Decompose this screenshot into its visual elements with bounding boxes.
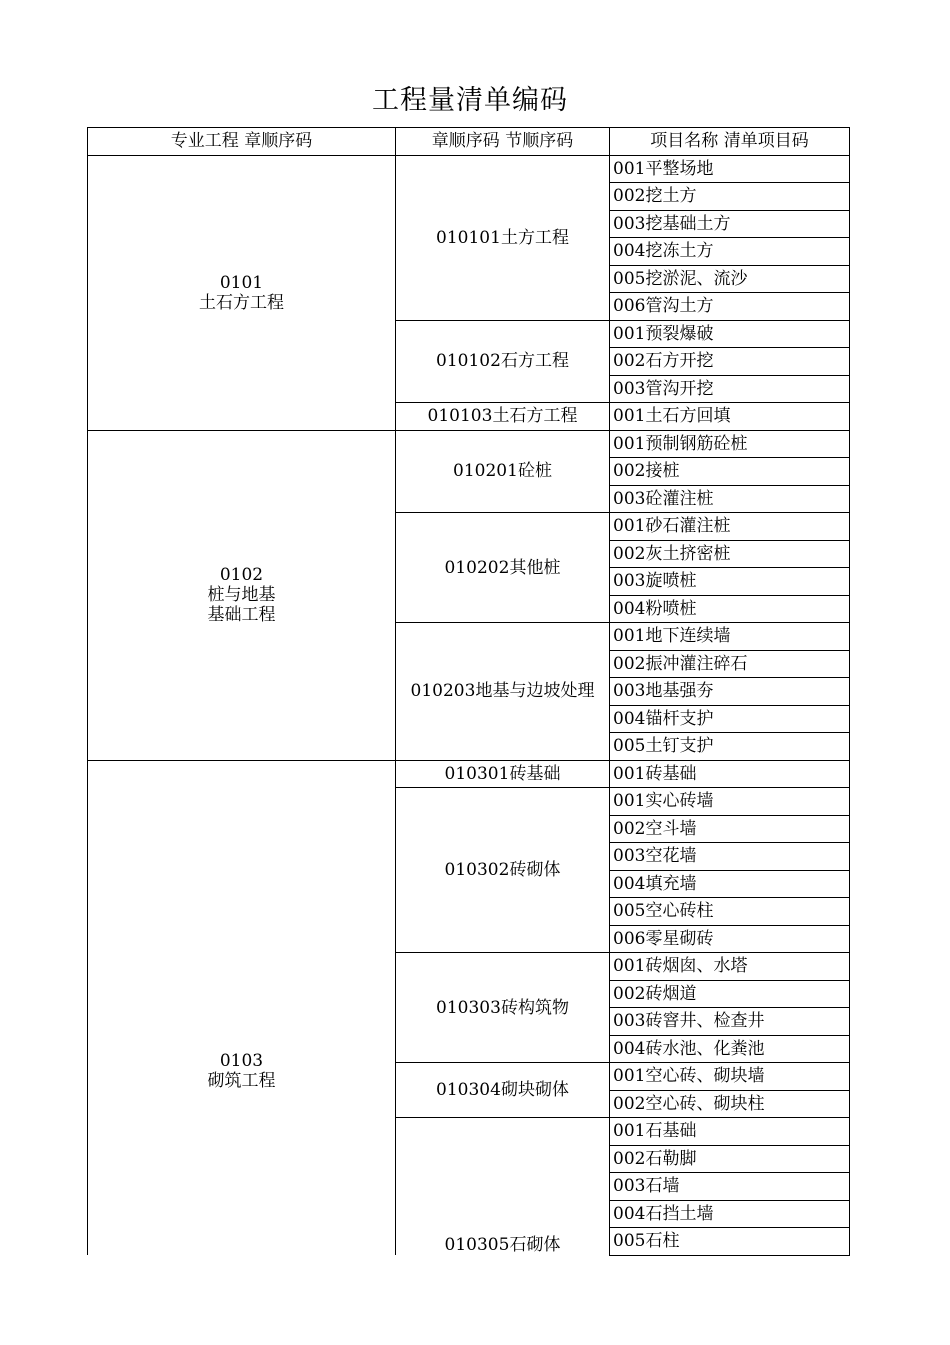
section-cell: 010304砌块砌体 <box>396 1063 610 1118</box>
item-cell: 003挖基础土方 <box>610 210 850 238</box>
page-title: 工程量清单编码 <box>372 85 568 116</box>
item-cell: 001砂石灌注桩 <box>610 513 850 541</box>
item-cell: 002空心砖、砌块柱 <box>610 1090 850 1118</box>
section-cell: 010202其他桩 <box>396 513 610 623</box>
table-row <box>88 155 850 183</box>
header-item-name: 项目名称 清单项目码 <box>610 128 850 156</box>
item-cell: 003管沟开挖 <box>610 375 850 403</box>
item-cell: 002空斗墙 <box>610 815 850 843</box>
item-cell: 001空心砖、砌块墙 <box>610 1063 850 1091</box>
item-cell: 001石基础 <box>610 1118 850 1146</box>
item-cell: 004填充墙 <box>610 870 850 898</box>
item-cell: 002石勒脚 <box>610 1145 850 1173</box>
item-cell: 003石墙 <box>610 1173 850 1201</box>
chapter-code: 0103 <box>219 1050 264 1071</box>
item-cell: 003砖窨井、检查井 <box>610 1008 850 1036</box>
item-cell: 002石方开挖 <box>610 348 850 376</box>
item-cell: 006零星砌砖 <box>610 925 850 953</box>
item-cell: 001地下连续墙 <box>610 623 850 651</box>
item-cell: 005土钉支护 <box>610 733 850 761</box>
table-body <box>88 128 850 1256</box>
section-cell: 010305石砌体 <box>396 1118 610 1256</box>
table-row <box>88 430 850 458</box>
item-cell: 002灰土挤密桩 <box>610 540 850 568</box>
item-cell: 002砖烟道 <box>610 980 850 1008</box>
section-cell: 010302砖砌体 <box>396 788 610 953</box>
header-chapter-section: 章顺序码 节顺序码 <box>396 128 610 156</box>
item-cell: 005挖淤泥、流沙 <box>610 265 850 293</box>
item-cell: 002接桩 <box>610 458 850 486</box>
item-cell: 001实心砖墙 <box>610 788 850 816</box>
table-row <box>88 760 850 788</box>
item-cell: 005石柱 <box>610 1228 850 1256</box>
item-cell: 001砖基础 <box>610 760 850 788</box>
item-cell: 006管沟土方 <box>610 293 850 321</box>
header-major-chapter: 专业工程 章顺序码 <box>88 128 396 156</box>
section-cell: 010203地基与边坡处理 <box>396 623 610 761</box>
item-cell: 001平整场地 <box>610 155 850 183</box>
chapter-name-line: 砌筑工程 <box>207 1070 276 1091</box>
item-cell: 003旋喷桩 <box>610 568 850 596</box>
section-cell: 010101土方工程 <box>396 155 610 320</box>
major-chapter-cell <box>88 430 396 760</box>
major-chapter-cell <box>88 760 396 1255</box>
item-cell: 001土石方回填 <box>610 403 850 431</box>
chapter-code: 0101 <box>219 272 264 293</box>
header-row <box>88 128 850 156</box>
item-cell: 001预制钢筋砼桩 <box>610 430 850 458</box>
chapter-name-line: 桩与地基 <box>207 585 276 605</box>
item-cell: 004石挡土墙 <box>610 1200 850 1228</box>
item-cell: 001预裂爆破 <box>610 320 850 348</box>
chapter-code: 0102 <box>219 565 264 585</box>
item-cell: 003砼灌注桩 <box>610 485 850 513</box>
item-cell: 004挖冻土方 <box>610 238 850 266</box>
chapter-name-line: 土石方工程 <box>199 292 284 313</box>
item-cell: 001砖烟囱、水塔 <box>610 953 850 981</box>
major-chapter-cell <box>88 155 396 430</box>
section-cell: 010102石方工程 <box>396 320 610 403</box>
item-cell: 002振冲灌注碎石 <box>610 650 850 678</box>
item-cell: 005空心砖柱 <box>610 898 850 926</box>
item-cell: 003空花墙 <box>610 843 850 871</box>
section-cell: 010303砖构筑物 <box>396 953 610 1063</box>
item-cell: 004砖水池、化粪池 <box>610 1035 850 1063</box>
chapter-name-line: 基础工程 <box>207 605 276 625</box>
section-cell: 010301砖基础 <box>396 760 610 788</box>
item-cell: 003地基强夯 <box>610 678 850 706</box>
section-cell: 010201砼桩 <box>396 430 610 513</box>
item-cell: 004锚杆支护 <box>610 705 850 733</box>
section-cell: 010103土石方工程 <box>396 403 610 431</box>
item-cell: 004粉喷桩 <box>610 595 850 623</box>
bill-code-table <box>87 127 850 1256</box>
item-cell: 002挖土方 <box>610 183 850 211</box>
